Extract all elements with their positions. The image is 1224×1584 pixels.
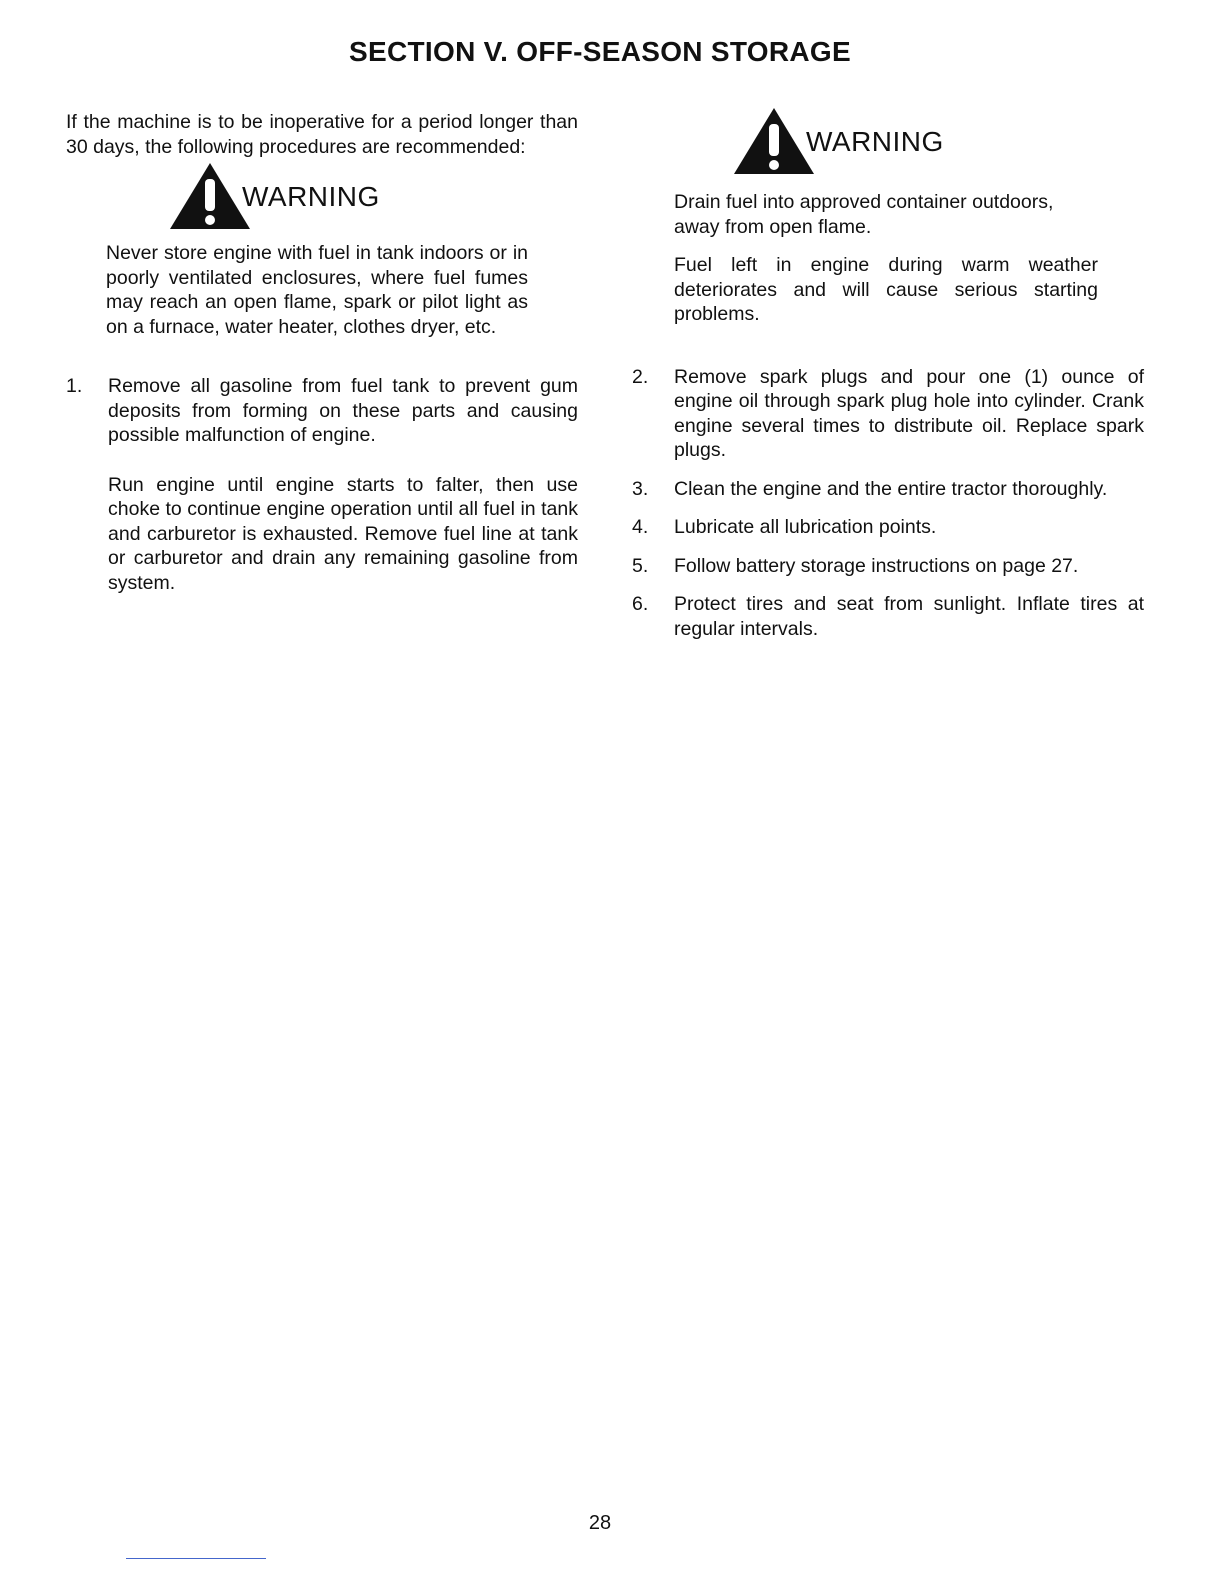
warning-label: WARNING <box>242 180 380 212</box>
step-paragraph: Follow battery storage instructions on page 27. <box>674 554 1079 577</box>
page-number: 28 <box>588 1512 612 1534</box>
list-item <box>66 374 578 595</box>
footer-rule <box>126 1558 266 1559</box>
step-paragraph: Run engine until engine starts to falter, then use choke to continue engine operation until all fuel in tank and carburetor is exhausted. Remove fuel line at tank or carburetor and drain any remaining gasoline from system. <box>108 473 578 594</box>
warning-text: Never store engine with fuel in tank indoors or in poorly ventilated enclosures, where fuel fumes may reach an open flame, spark or pilot light as on a furnace, water heater, clothes dryer, etc. <box>106 242 528 338</box>
step-paragraph: Remove all gasoline from fuel tank to prevent gum deposits from forming on these parts and causing possible malfunction of engine. <box>108 375 578 446</box>
warning-label: WARNING <box>806 125 944 157</box>
list-item <box>632 515 1144 540</box>
list-item <box>632 592 1144 641</box>
page-title: SECTION V. OFF-SEASON STORAGE <box>349 36 851 67</box>
steps-list-right <box>632 365 1144 642</box>
step-paragraph: Lubricate all lubrication points. <box>674 516 937 538</box>
step-number: 3. <box>632 477 649 500</box>
steps-list-left <box>66 374 578 595</box>
list-item <box>632 554 1144 579</box>
step-paragraph: Protect tires and seat from sunlight. Inflate tires at regular intervals. <box>674 593 1144 640</box>
list-item <box>632 365 1144 463</box>
step-number: 1. <box>66 375 83 397</box>
list-item <box>632 477 1144 502</box>
warning-text: Fuel left in engine during warm weather deteriorates and will cause serious starting problems. <box>674 254 1098 325</box>
intro-paragraph: If the machine is to be inoperative for a period longer than 30 days, the following procedures are recommended: <box>66 111 578 158</box>
right-warning-block <box>674 106 1144 327</box>
left-warning-block <box>106 161 578 339</box>
right-column <box>632 110 1144 641</box>
warning-text: Drain fuel into approved container outdoors, away from open flame. <box>674 191 1054 238</box>
step-number: 5. <box>632 554 649 577</box>
warning-triangle-icon <box>168 161 252 231</box>
step-number: 2. <box>632 365 649 388</box>
step-paragraph: Clean the engine and the entire tractor thoroughly. <box>674 477 1108 500</box>
step-number: 6. <box>632 593 649 615</box>
warning-header <box>732 106 1144 176</box>
warning-triangle-icon <box>732 106 816 176</box>
warning-header <box>168 161 578 231</box>
step-number: 4. <box>632 516 649 538</box>
step-paragraph: Remove spark plugs and pour one (1) ounce of engine oil through spark plug hole into cylinder. Crank engine several times to distribute oil. Replace spark plugs. <box>674 365 1144 461</box>
left-column <box>66 110 578 595</box>
